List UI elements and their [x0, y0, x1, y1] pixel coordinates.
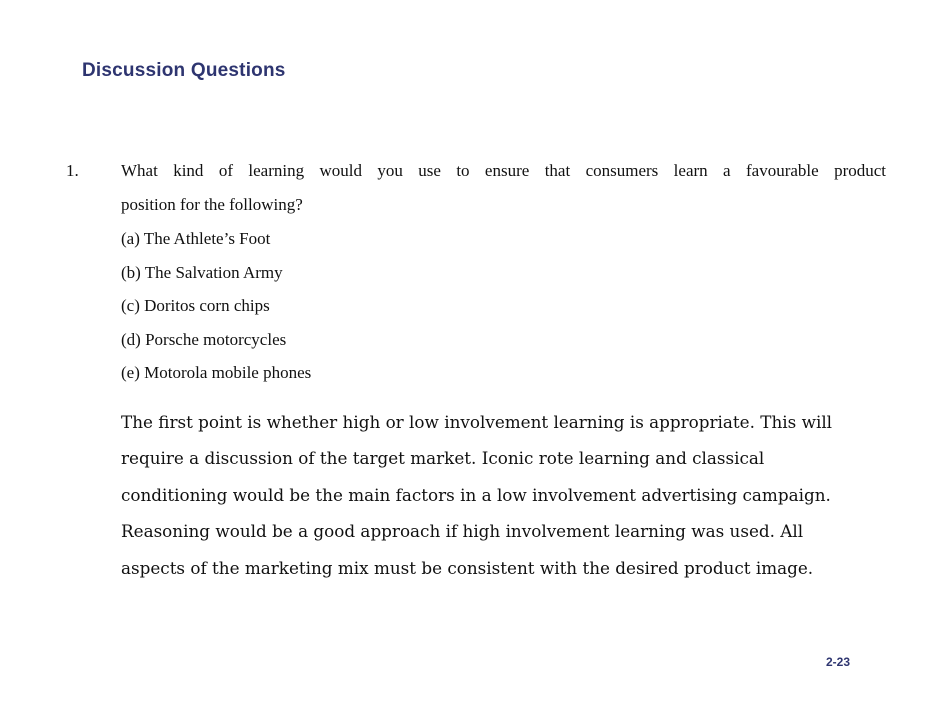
- answer-line: Reasoning would be a good approach if high involvement learning was used. All: [121, 521, 804, 541]
- answer-line: The first point is whether high or low involvement learning is appropriate. This will: [121, 411, 833, 432]
- option-item-b: (b) The Salvation Army: [121, 262, 283, 282]
- slide-title: Discussion Questions: [82, 60, 286, 81]
- option-item-e: (e) Motorola mobile phones: [121, 363, 312, 382]
- page-number: 2-23: [826, 655, 851, 669]
- option-item-a: (a) The Athlete’s Foot: [121, 229, 271, 248]
- question-text-line-1: What kind of learning would you use to ensure that consumers learn a favourable product: [121, 161, 886, 180]
- answer-line: conditioning would be the main factors in a low involvement advertising campaign.: [121, 484, 831, 505]
- question-item: [66, 154, 886, 586]
- question-text-line-2: position for the following?: [121, 195, 303, 214]
- question-text: [121, 154, 886, 222]
- answer-line: require a discussion of the target market. Iconic rote learning and classical: [121, 448, 765, 468]
- option-item-d: (d) Porsche motorcycles: [121, 329, 287, 349]
- question-body: [121, 154, 886, 586]
- answer-paragraph: [121, 404, 886, 587]
- option-item-c: (c) Doritos corn chips: [121, 296, 270, 315]
- option-list: [121, 222, 886, 390]
- answer-line: aspects of the marketing mix must be consistent with the desired product image.: [121, 557, 814, 578]
- question-number: 1.: [66, 161, 79, 180]
